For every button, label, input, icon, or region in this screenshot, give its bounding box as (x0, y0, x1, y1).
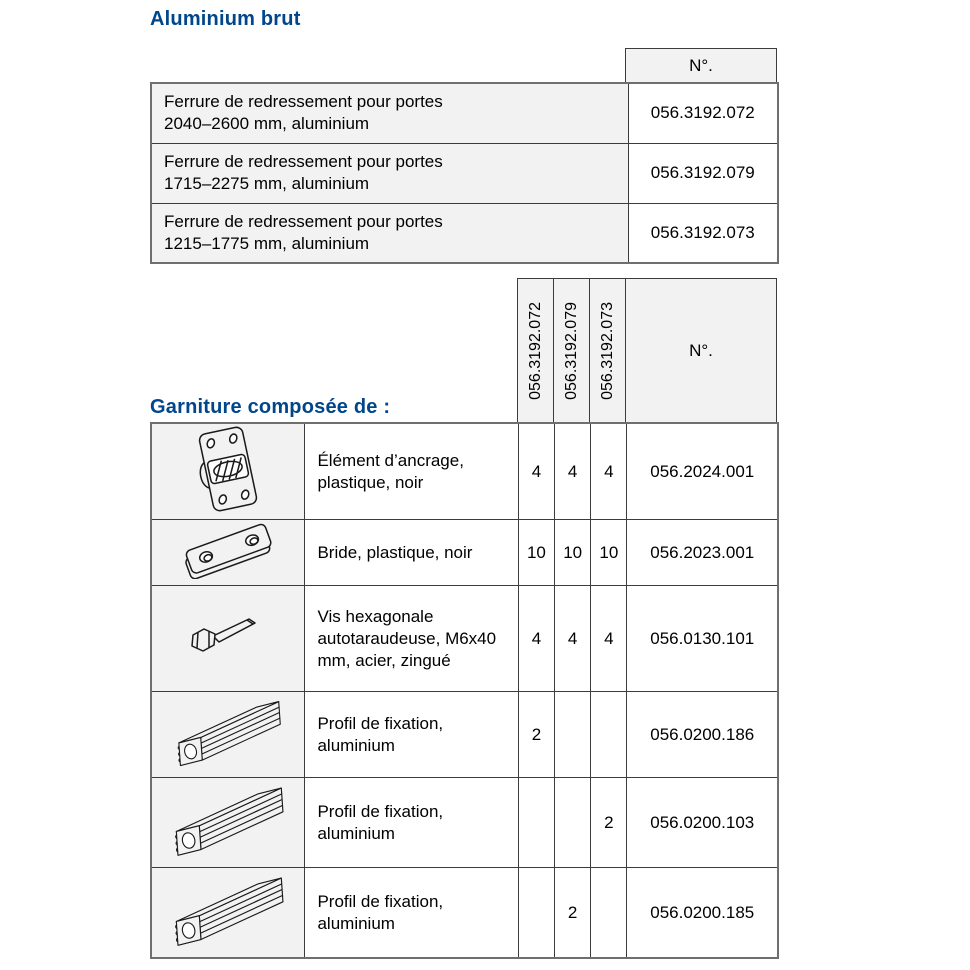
hex-screw-drawing (187, 612, 269, 660)
component-number: 056.0200.186 (627, 692, 778, 778)
component-description: Profil de fixation, aluminium (305, 868, 518, 959)
table-row (151, 778, 778, 868)
fixing-profile-drawing (159, 693, 297, 771)
table-row (151, 586, 778, 692)
number-header-label: N°. (689, 55, 713, 75)
section-title-aluminium-brut: Aluminium brut (150, 8, 301, 30)
table-row (151, 423, 778, 520)
quantity-cell: 10 (591, 520, 627, 586)
clamp-drawing (176, 521, 280, 579)
component-number: 056.2023.001 (627, 520, 778, 586)
component-description: Profil de fixation, aluminium (305, 778, 518, 868)
products-number-column-header (625, 48, 777, 82)
products-table (150, 82, 779, 264)
quantity-cell: 4 (518, 586, 554, 692)
product-number: 056.3192.079 (628, 143, 778, 203)
variant-column-header: 056.3192.079 (553, 278, 590, 422)
table-row (151, 868, 778, 959)
quantity-cell (591, 868, 627, 959)
quantity-cell (555, 778, 591, 868)
quantity-cell: 4 (518, 423, 554, 520)
quantity-cell: 2 (555, 868, 591, 959)
quantity-cell: 2 (518, 692, 554, 778)
components-table (150, 422, 779, 959)
quantity-cell (591, 692, 627, 778)
quantity-cell (555, 692, 591, 778)
product-number: 056.3192.072 (628, 83, 778, 143)
section-title-garniture: Garniture composée de : (150, 396, 391, 418)
table-row (151, 143, 778, 203)
table-row (151, 83, 778, 143)
number-header-label: N°. (689, 340, 713, 360)
quantity-cell: 10 (518, 520, 554, 586)
fixing-profile-drawing (159, 779, 297, 861)
product-number: 056.3192.073 (628, 203, 778, 263)
table-row (151, 692, 778, 778)
product-description: Ferrure de redressement pour portes 1215–1775 mm, aluminium (151, 203, 628, 263)
quantity-cell: 4 (555, 423, 591, 520)
quantity-cell: 10 (555, 520, 591, 586)
table-row (151, 203, 778, 263)
fixing-profile-drawing (159, 869, 297, 951)
product-description: Ferrure de redressement pour portes 2040–2600 mm, aluminium (151, 83, 628, 143)
component-description: Vis hexagonale autotaraudeuse, M6x40 mm, acier, zingué (305, 586, 518, 692)
variant-column-header: 056.3192.073 (589, 278, 626, 422)
component-number: 056.0200.103 (627, 778, 778, 868)
component-number: 056.2024.001 (627, 423, 778, 520)
components-number-column-header (625, 278, 777, 422)
quantity-cell: 4 (591, 423, 627, 520)
variant-column-header: 056.3192.072 (517, 278, 554, 422)
quantity-cell: 2 (591, 778, 627, 868)
table-row (151, 520, 778, 586)
quantity-cell: 4 (555, 586, 591, 692)
component-description: Élément d’ancrage, plastique, noir (305, 423, 518, 520)
component-number: 056.0130.101 (627, 586, 778, 692)
quantity-cell: 4 (591, 586, 627, 692)
quantity-cell (518, 868, 554, 959)
component-number: 056.0200.185 (627, 868, 778, 959)
quantity-cell (518, 778, 554, 868)
product-description: Ferrure de redressement pour portes 1715–2275 mm, aluminium (151, 143, 628, 203)
component-description: Profil de fixation, aluminium (305, 692, 518, 778)
anchor-element-drawing (189, 425, 267, 513)
component-description: Bride, plastique, noir (305, 520, 518, 586)
